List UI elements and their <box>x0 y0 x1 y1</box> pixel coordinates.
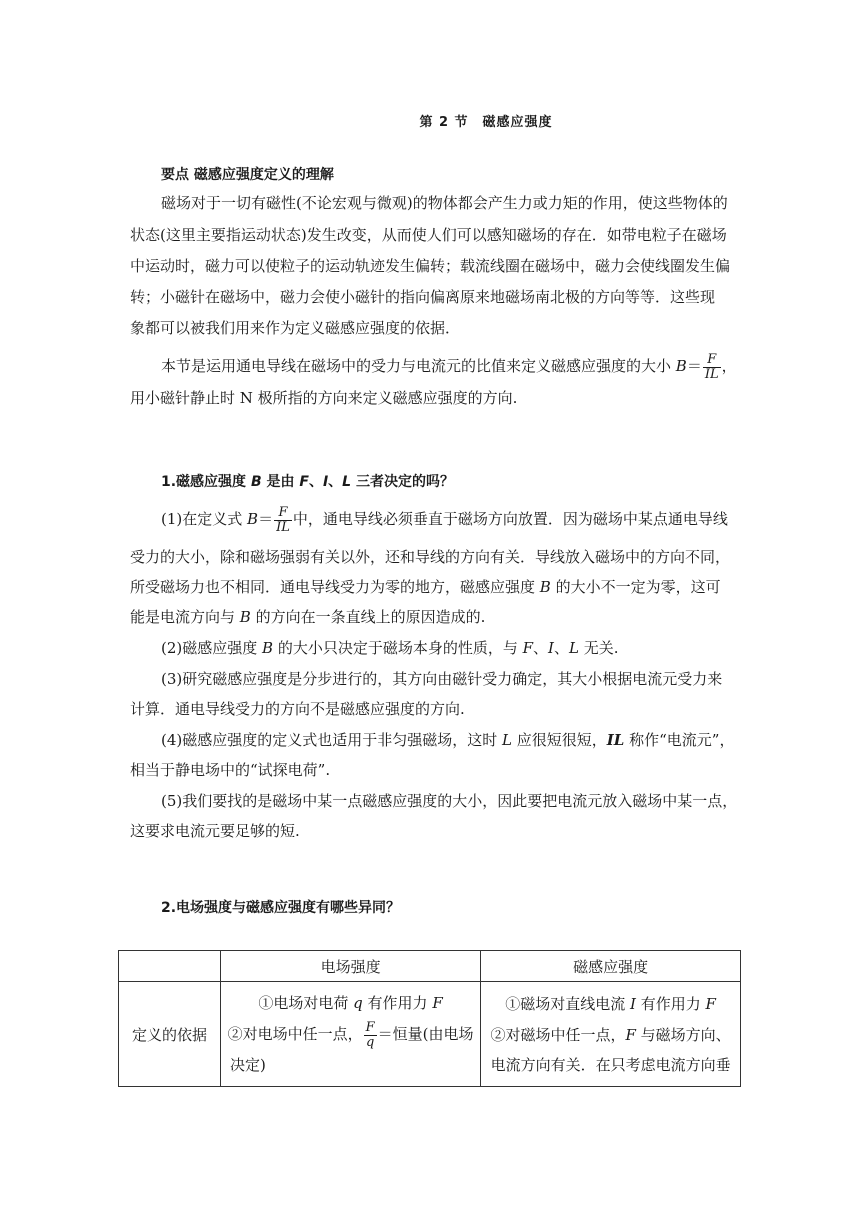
symbol-I: I <box>322 474 329 490</box>
cell-text: 有作用力 <box>362 994 433 1012</box>
q1-heading-post: 三者决定的吗？ <box>351 474 454 490</box>
q2-heading: 2.电场强度与磁感应强度有哪些异同？ <box>161 900 401 916</box>
keypoint-para1-line2: 状态(这里主要指运动状态)发生改变，从而使人们可以感知磁场的存在．如带电粒子在磁场 <box>130 226 727 244</box>
q1-item1-line3 <box>130 577 721 597</box>
q1-item2 <box>161 638 619 658</box>
symbol-L: L <box>569 639 579 657</box>
item2-mid: 的大小只决定于磁场本身的性质，与 <box>273 639 523 657</box>
item1-line4-post: 的方向在一条直线上的原因造成的. <box>250 608 486 626</box>
page-title: 第 2 节 磁感应强度 <box>419 115 553 130</box>
symbol-B: B <box>239 608 251 626</box>
q1-heading-mid: 是由 <box>261 474 300 490</box>
item1-line3-text: 所受磁场力也不相同．通电导线受力为零的地方，磁感应强度 <box>130 578 540 596</box>
symbol-B: B <box>250 474 262 490</box>
symbol-I: I <box>548 639 554 657</box>
item4-text: (4)磁感应强度的定义式也适用于非匀强磁场，这时 <box>161 731 503 749</box>
fraction-numerator: F <box>274 506 292 521</box>
symbol-q: q <box>353 994 363 1012</box>
cell-text: ①磁场对直线电流 <box>505 995 631 1013</box>
item2-post: 无关. <box>578 639 619 657</box>
symbol-F: F <box>625 1026 636 1044</box>
keypoint-para1-line3: 中运动时，磁力可以使粒子的运动轨迹发生偏转；载流线圈在磁场中，磁力会使线圈发生偏 <box>130 257 731 275</box>
fraction-denominator: q <box>365 1034 375 1050</box>
separator: 、 <box>553 639 569 657</box>
keypoint-para1-line5: 象都可以被我们用来作为定义磁感应强度的依据． <box>130 319 461 337</box>
symbol-L: L <box>342 474 352 490</box>
symbol-B: B <box>539 578 551 596</box>
fraction-F-over-IL <box>274 506 292 535</box>
cell-text: 有作用力 <box>635 995 706 1013</box>
symbol-F: F <box>299 474 309 490</box>
comparison-table <box>118 950 741 1087</box>
item1-text: (1)在定义式 <box>161 510 248 528</box>
symbol-F: F <box>432 994 443 1012</box>
item1-text-post: 中，通电导线必须垂直于磁场方向放置．因为磁场中某点通电导线 <box>292 510 728 528</box>
cell-text: ②对磁场中任一点， <box>490 1026 626 1044</box>
q1-item5-line1: (5)我们要找的是磁场中某一点磁感应强度的大小，因此要把电流元放入磁场中某一点， <box>161 792 738 810</box>
q1-heading <box>161 471 454 491</box>
q1-item5-line2: 这要求电流元要足够的短. <box>130 822 300 840</box>
symbol-IL: IL <box>606 731 625 749</box>
fraction-F-over-IL <box>703 353 721 382</box>
q1-item3-line1: (3)研究磁感应强度是分步进行的，其方向由磁针受力确定，其大小根据电流元受力来 <box>161 670 723 688</box>
fraction-numerator: F <box>365 1019 375 1035</box>
q1-item1-line2: 受力的大小，除和磁场强弱有关以外，还和导线的方向有关．导线放入磁场中的方向不同， <box>130 548 731 566</box>
item4-mid: 应很短很短， <box>512 731 607 749</box>
symbol-F: F <box>705 995 716 1013</box>
symbol-I: I <box>630 995 636 1013</box>
cell-line <box>482 988 739 1020</box>
item1-line3-post: 的大小不一定为零，这可 <box>550 578 721 596</box>
symbol-F: F <box>522 639 534 657</box>
equals-sign: ＝ <box>258 510 274 528</box>
cell-line: 电流方向有关．在只考虑电流方向垂 <box>490 1056 731 1074</box>
item4-post: 称作“电流元”， <box>624 731 735 749</box>
cell-line <box>222 990 479 1016</box>
table-row <box>119 982 741 1087</box>
separator: 、 <box>533 639 549 657</box>
cell-text: ②对电场中任一点， <box>227 1025 363 1043</box>
item1-line4-text: 能是电流方向与 <box>130 608 240 626</box>
cell-text: 与磁场方向、 <box>635 1026 731 1044</box>
cell-line: 决定) <box>229 1056 266 1074</box>
cell-line <box>482 1020 739 1050</box>
symbol-B: B <box>247 510 259 528</box>
q1-item1-line1 <box>161 501 728 537</box>
table-row-label: 定义的依据 <box>119 982 221 1087</box>
item2-text: (2)磁感应强度 <box>161 639 263 657</box>
symbol-B: B <box>675 357 687 375</box>
q1-heading-pre: 1.磁感应强度 <box>161 474 251 490</box>
q1-item1-line4 <box>130 607 485 627</box>
cell-text: ＝恒量(由电场 <box>377 1025 474 1043</box>
keypoint-para2-line1 <box>161 348 737 384</box>
fraction-denominator: IL <box>276 519 290 535</box>
para2-text: 本节是运用通电导线在磁场中的受力与电流元的比值来定义磁感应强度的大小 <box>161 357 676 375</box>
q1-item4-line1 <box>161 730 734 750</box>
keypoint-heading: 要点 磁感应强度定义的理解 <box>161 167 334 183</box>
keypoint-para1-line4: 转；小磁针在磁场中，磁力会使小磁针的指向偏离原来地磁场南北极的方向等等．这些现 <box>130 288 716 306</box>
table-cell-magnetic <box>481 982 741 1087</box>
table-header-cell: 磁感应强度 <box>481 951 741 982</box>
symbol-L: L <box>502 731 512 749</box>
equals-sign: ＝ <box>686 357 702 375</box>
fraction-F-over-q <box>364 1021 377 1050</box>
separator: 、 <box>328 474 343 490</box>
table-header-cell: 电场强度 <box>220 951 480 982</box>
table-cell-electric <box>220 982 480 1087</box>
cell-text: ①电场对电荷 <box>258 994 354 1012</box>
symbol-B: B <box>262 639 274 657</box>
fraction-numerator: F <box>703 353 721 368</box>
q1-item4-line2: 相当于静电场中的“试探电荷”. <box>130 761 331 779</box>
table-header-cell <box>119 951 221 982</box>
keypoint-para1-line1: 磁场对于一切有磁性(不论宏观与微观)的物体都会产生力或力矩的作用，使这些物体的 <box>161 194 728 212</box>
comma: ， <box>721 357 737 375</box>
cell-line <box>222 1016 479 1052</box>
keypoint-para2-line2: 用小磁针静止时 N 极所指的方向来定义磁感应强度的方向. <box>130 389 518 407</box>
separator: 、 <box>308 474 323 490</box>
q1-item3-line2: 计算．通电导线受力的方向不是磁感应强度的方向. <box>130 700 465 718</box>
table-header-row <box>119 951 741 982</box>
fraction-denominator: IL <box>704 366 719 382</box>
